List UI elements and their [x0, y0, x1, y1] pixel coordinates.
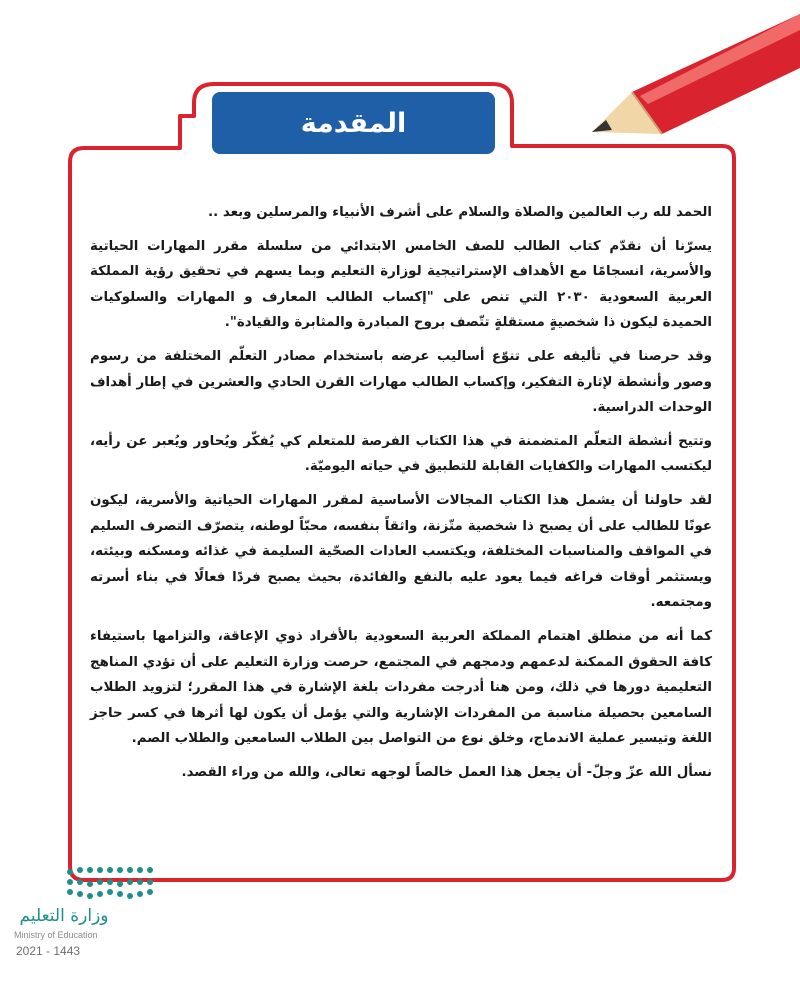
- paragraph: نسأل الله عزّ وجلّ- أن يجعل هذا العمل خالصاً لوجهه تعالى، والله من وراء القصد.: [181, 764, 712, 780]
- paragraph: كما أنه من منطلق اهتمام المملكة العربية السعودية بالأفراد ذوي الإعاقة، والتزامها باستيفاء كافة الحقوق الممكنة لدعمهم ودمجهم في المجتمع، حرصت وزارة التعليم على أن تؤدي المناهج التعليمية دورها في ذلك، ومن هنا أدرجت مفردات بلغة الإشارة في هذا المقرر؛ لتزويد الطلاب السامعين بحصيلة مناسبة من المفردات الإشارية والتي يؤمل أن يكون لها أثرها في كسر حاجز اللغة وتيسير عملية الاندماج، وخلق نوع من التواصل بين الطلاب السامعين والطلاب الصم.: [90, 628, 712, 747]
- edition-year: 2021 - 1443: [16, 944, 81, 958]
- introduction-text: [90, 200, 712, 793]
- paragraph: الحمد لله رب العالمين والصلاة والسلام على أشرف الأنبياء والمرسلين وبعد ..: [208, 205, 712, 220]
- paragraph: وتتيح أنشطة التعلّم المتضمنة في هذا الكتاب الفرصة للمتعلم كي يُفكّر ويُحاور ويُعبر عن رأيه، ليكتسب المهارات والكفايات القابلة للتطبيق في حياته اليوميّة.: [90, 433, 712, 475]
- ministry-name-ar: وزارة التعليم: [19, 906, 109, 926]
- paragraph: لقد حاولنا أن يشمل هذا الكتاب المجالات الأساسية لمقرر المهارات الحياتية والأسرية، ليكون عونًا للطالب على أن يصبح ذا شخصية متّزنة، واثقاً بنفسه، محبّاً لوطنه، يتصرّف التصرف السليم في المواقف والمناسبات المختلفة، ويكتسب العادات الصحّية السليمة في غذائه ومسكنه وبيئته، ويستثمر أوقات فراغه فيما يعود عليه بالنفع والفائدة، بحيث يصبح فردًا فعالًا في بناء أسرته ومجتمعه.: [90, 492, 712, 611]
- paragraph: يسرّنا أن نقدّم كتاب الطالب للصف الخامس الابتدائي من سلسلة مقرر المهارات الحياتية والأسرية، انسجامًا مع الأهداف الإستراتيجية لوزارة التعليم وبما يسهم في تحقيق رؤية المملكة العربية السعودية ٢٠٣٠ التي تنص على "إكساب الطالب المعارف و المهارات والسلوكيات الحميدة ليكون ذا شخصيةٍ مستقلةٍ تتّصف بروح المبادرة والمثابرة والقيادة".: [90, 238, 712, 331]
- ministry-name-en: Ministry of Education: [14, 930, 98, 940]
- pencil-icon: [592, 14, 800, 134]
- paragraph: وقد حرصنا في تأليفه على تنوّع أساليب عرضه باستخدام مصادر التعلّم المختلفة من رسوم وصور وأنشطة لإثارة التفكير، وإكساب الطالب مهارات القرن الحادي والعشرين في إطار أهداف الوحدات الدراسية.: [90, 348, 712, 416]
- page-title: المقدمة: [300, 107, 407, 139]
